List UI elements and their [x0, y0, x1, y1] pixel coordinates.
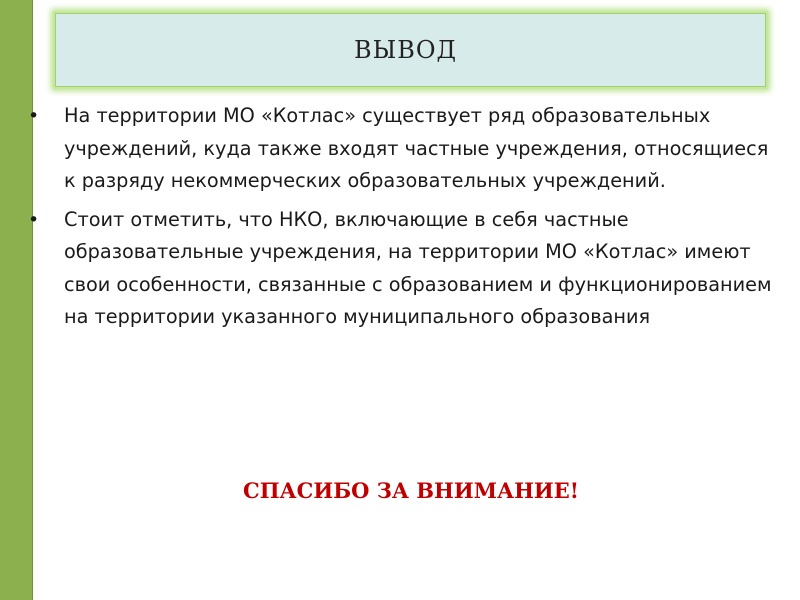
title-box: [55, 13, 766, 87]
bullet-item: [26, 100, 786, 198]
thanks-message: СПАСИБО ЗА ВНИМАНИЕ!: [243, 478, 579, 503]
bullet-icon: •: [28, 208, 40, 231]
slide-title: ВЫВОД: [353, 36, 458, 64]
bullet-text: На территории МО «Котлас» существует ряд образовательных учреждений, куда также входят частные учреждения, относящиеся к разряду некоммерческих образовательных учреждений.: [64, 104, 769, 192]
bullet-list: [26, 100, 786, 340]
bullet-icon: •: [28, 105, 40, 127]
bullet-item: [26, 204, 786, 334]
bullet-text: Стоит отметить, что НКО, включающие в себя частные образовательные учреждения, на территории МО «Котлас» имеют свои особенности, связанные с образованием и функционированием на территории указанного муниципального образования: [64, 207, 772, 328]
